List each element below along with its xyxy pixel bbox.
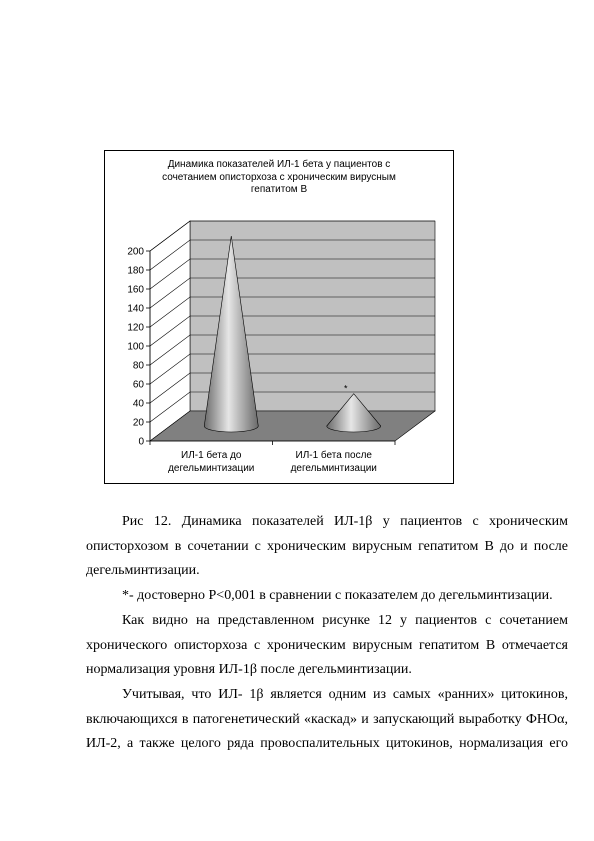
chart-y-tick-label: 200 <box>127 246 144 258</box>
chart-floor <box>150 411 435 441</box>
chart-category-label: ИЛ-1 бета после <box>295 450 372 461</box>
paragraph-2 <box>86 683 568 757</box>
para1-line-1: Как видно на представленном рисунке 12 у пациентов с сочетанием <box>122 613 568 628</box>
chart-title-line-3: гепатитом В <box>250 184 308 195</box>
para2-line-1: Учитывая, что ИЛ- 1β является одним из самых «ранних» цитокинов, <box>122 687 568 702</box>
chart-y-tick-label: 20 <box>132 417 144 429</box>
significance-note <box>86 584 568 609</box>
chart-category-label: ИЛ-1 бета до <box>181 450 242 461</box>
para1-line-2: хронического описторхоза с хроническим вирусным гепатитом В отмечается <box>86 637 568 653</box>
chart-title-line-1: Динамика показателей ИЛ-1 бета у пациентов с <box>167 159 391 170</box>
chart-frame <box>104 150 454 484</box>
chart-y-tick-label: 100 <box>127 341 144 353</box>
chart-y-tick-label: 160 <box>127 284 144 296</box>
chart-title-line-2: сочетанием описторхоза с хроническим вирусным <box>162 171 396 183</box>
chart-y-tick-label: 80 <box>132 360 144 372</box>
chart-y-tick-label: 0 <box>138 436 144 448</box>
chart-y-tick-label: 140 <box>127 303 144 315</box>
paragraph-1 <box>86 609 568 683</box>
chart-y-tick-label: 60 <box>132 379 144 391</box>
para2-line-3: ИЛ-2, а также целого ряда провоспалительных цитокинов, нормализация его <box>86 736 568 752</box>
chart-y-tick-label: 180 <box>127 265 144 277</box>
chart-category-label: дегельминтизации <box>290 463 377 474</box>
figure-caption <box>86 510 568 584</box>
para1-line-3: нормализация уровня ИЛ-1β после дегельминтизации. <box>86 662 412 678</box>
chart-y-tick-label: 40 <box>132 398 144 410</box>
para2-line-2: включающихся в патогенетический «каскад» и запускающий выработку ФНОα, <box>86 711 568 727</box>
chart-category-label: дегельминтизации <box>168 463 255 474</box>
note-line: *- достоверно Р<0,001 в сравнении с показателем до дегельминтизации. <box>122 588 553 603</box>
chart-plot <box>105 151 453 483</box>
caption-line-2: описторхозом в сочетании с хроническим вирусным гепатитом В до и после <box>86 538 568 554</box>
caption-line-1: Рис 12. Динамика показателей ИЛ-1β у пациентов с хроническим <box>122 514 568 529</box>
caption-line-3: дегельминтизации. <box>86 563 200 579</box>
chart-y-tick-label: 120 <box>127 322 144 334</box>
chart-significance-marker: * <box>343 383 348 394</box>
